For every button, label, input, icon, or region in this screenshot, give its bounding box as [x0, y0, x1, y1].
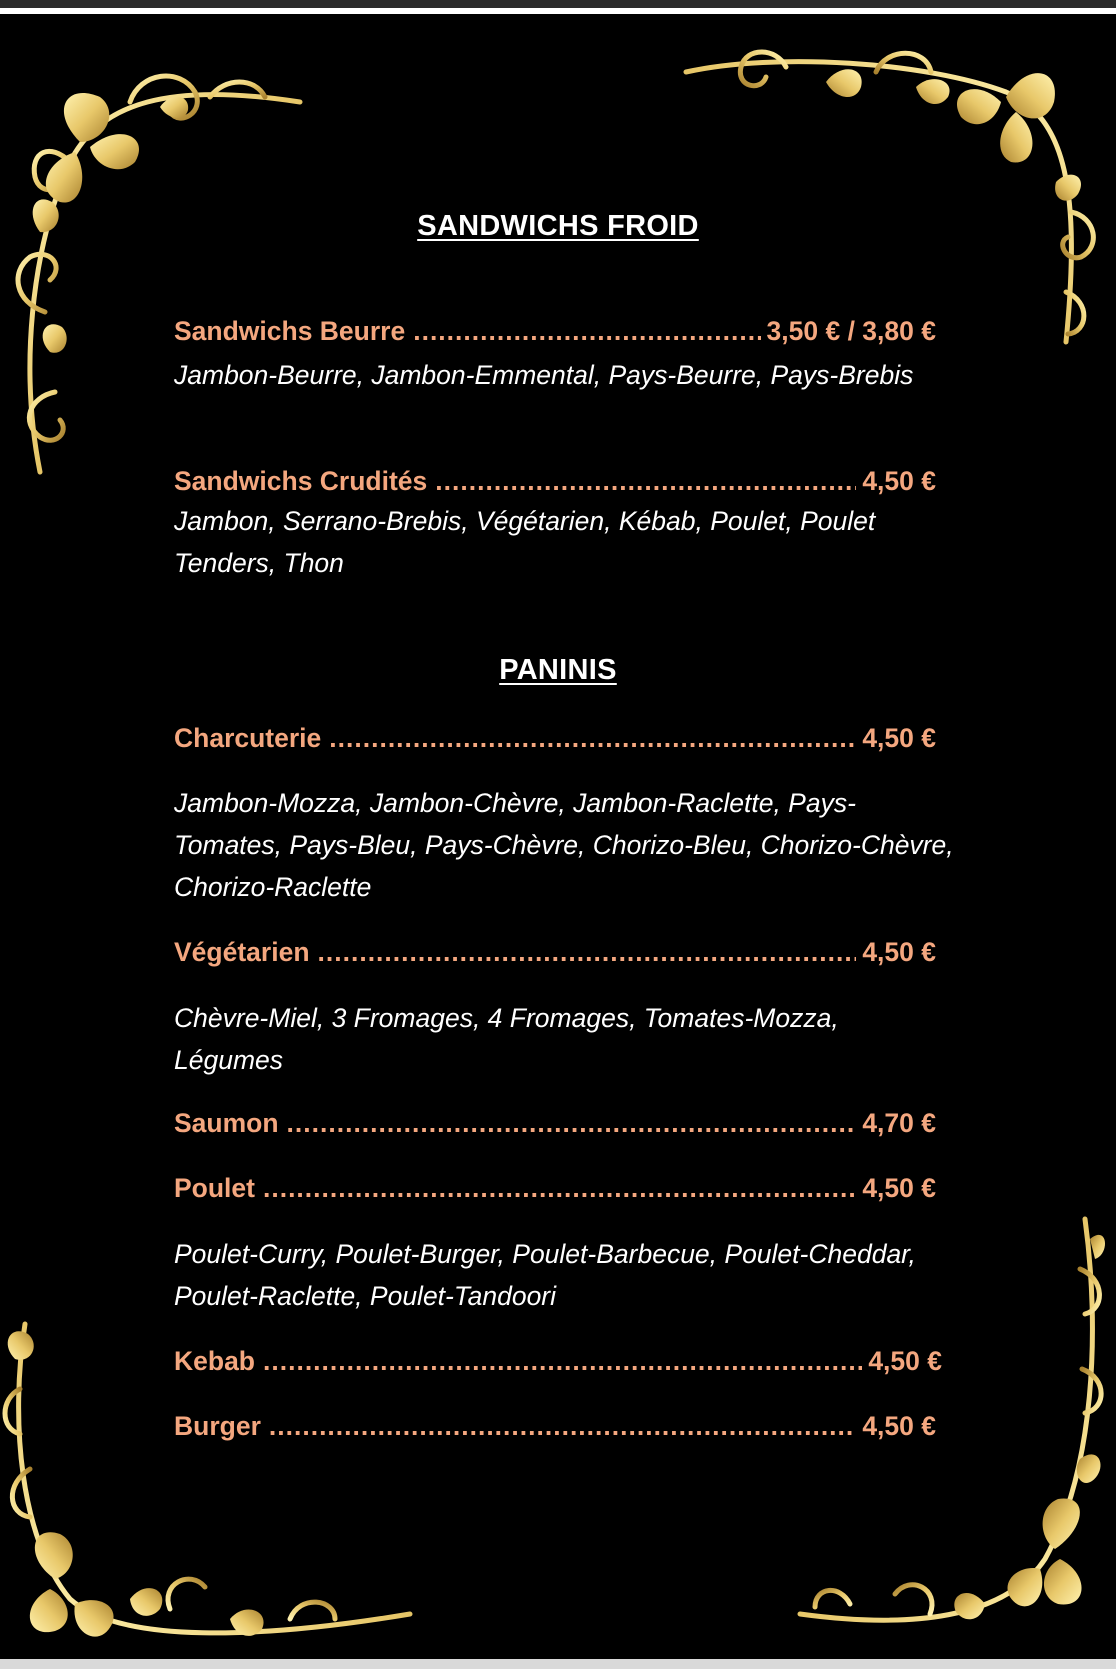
menu-item-sandwichs-beurre — [174, 316, 936, 347]
menu-item-kebab — [174, 1346, 942, 1377]
menu-item-saumon — [174, 1108, 936, 1139]
item-description: Jambon-Mozza, Jambon-Chèvre, Jambon-Raclette, Pays-Tomates, Pays-Bleu, Pays-Chèvre, Chorizo-Bleu, Chorizo-Chèvre, Chorizo-Raclette — [174, 788, 954, 902]
leader-dots — [413, 316, 760, 347]
item-name: Sandwichs Beurre — [174, 316, 406, 346]
item-name: Charcuterie — [174, 723, 322, 753]
leader-dots — [269, 1411, 856, 1442]
menu-item-vegetarien — [174, 937, 936, 968]
leader-dots — [435, 466, 856, 497]
item-price: 4,50 € — [868, 1346, 942, 1376]
leader-dots — [329, 723, 856, 754]
item-price: 4,50 € — [862, 937, 936, 967]
item-description: Jambon-Beurre, Jambon-Emmental, Pays-Beurre, Pays-Brebis — [174, 360, 914, 390]
item-description: Chèvre-Miel, 3 Fromages, 4 Fromages, Tomates-Mozza, Légumes — [174, 1003, 839, 1075]
item-name: Saumon — [174, 1108, 279, 1138]
menu-item-charcuterie — [174, 723, 936, 754]
item-price: 4,50 € — [862, 1411, 936, 1441]
bottom-edge — [0, 1659, 1116, 1669]
leader-dots — [263, 1173, 856, 1204]
item-name: Kebab — [174, 1346, 255, 1376]
menu-page — [0, 14, 1116, 1659]
menu-item-burger — [174, 1411, 936, 1442]
item-name: Burger — [174, 1411, 261, 1441]
item-price: 3,50 € / 3,80 € — [766, 316, 936, 346]
item-description: Jambon, Serrano-Brebis, Végétarien, Kébab, Poulet, Poulet Tenders, Thon — [174, 506, 876, 578]
item-description: Poulet-Curry, Poulet-Burger, Poulet-Barbecue, Poulet-Cheddar, Poulet-Raclette, Poulet-Tandoori — [174, 1239, 916, 1311]
menu-item-sandwichs-crudites — [174, 466, 936, 497]
leader-dots — [263, 1346, 862, 1377]
section-title-sandwichs-froid: SANDWICHS FROID — [417, 210, 699, 242]
item-name: Sandwichs Crudités — [174, 466, 428, 496]
section-title-paninis: PANINIS — [499, 654, 617, 686]
item-price: 4,50 € — [862, 1173, 936, 1203]
menu-item-poulet — [174, 1173, 936, 1204]
item-name: Poulet — [174, 1173, 255, 1203]
item-price: 4,50 € — [862, 723, 936, 753]
item-price: 4,70 € — [862, 1108, 936, 1138]
item-price: 4,50 € — [862, 466, 936, 496]
leader-dots — [318, 937, 857, 968]
item-name: Végétarien — [174, 937, 310, 967]
ornament-top-right-icon — [676, 42, 1106, 362]
top-edge — [0, 0, 1116, 8]
ornament-top-left-icon — [10, 52, 330, 492]
leader-dots — [287, 1108, 857, 1139]
